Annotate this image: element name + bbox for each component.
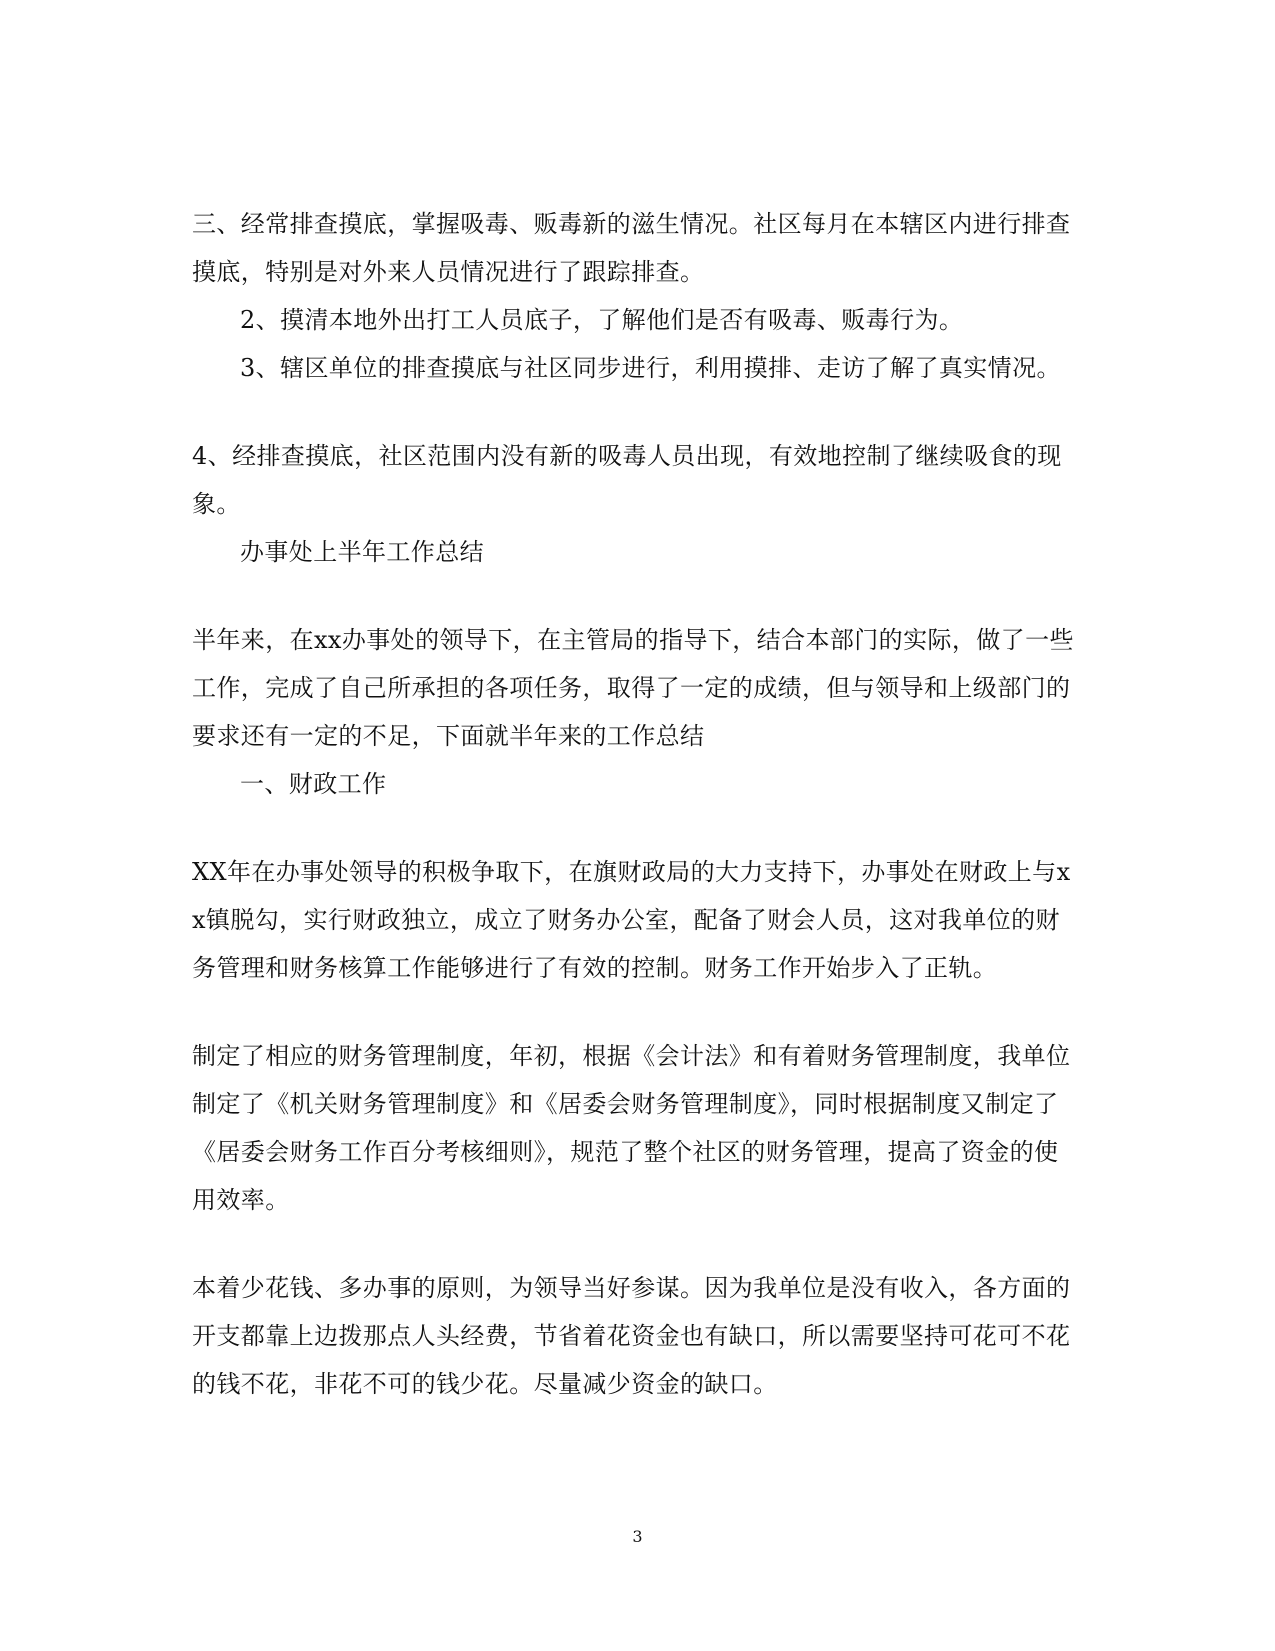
paragraph-finance-rules: 制定了相应的财务管理制度，年初，根据《会计法》和有着财务管理制度，我单位制定了《机关财务管理制度》和《居委会财务管理制度》，同时根据制度又制定了《居委会财务工作百分考核细则》，规范了整个社区的财务管理，提高了资金的使用效率。 [192, 1042, 1071, 1214]
paragraph-intro: 半年来，在xx办事处的领导下，在主管局的指导下，结合本部门的实际，做了一些工作，完成了自己所承担的各项任务，取得了一定的成绩，但与领导和上级部门的要求还有一定的不足，下面就半年来的工作总结 [192, 626, 1074, 750]
paragraph-item-3: 3、辖区单位的排查摸底与社区同步进行，利用摸排、走访了解了真实情况。 [240, 354, 1061, 382]
document-title: 办事处上半年工作总结 [240, 538, 484, 566]
section-heading-finance: 一、财政工作 [240, 770, 387, 798]
paragraph-investigation-heading: 三、经常排查摸底，掌握吸毒、贩毒新的滋生情况。社区每月在本辖区内进行排查摸底，特别是对外来人员情况进行了跟踪排查。 [192, 210, 1071, 286]
paragraph-item-4: 4、经排查摸底，社区范围内没有新的吸毒人员出现，有效地控制了继续吸食的现象。 [192, 442, 1062, 518]
page-number: 3 [632, 1527, 643, 1546]
paragraph-cost-saving: 本着少花钱、多办事的原则，为领导当好参谋。因为我单位是没有收入，各方面的开支都靠上边拨那点人头经费，节省着花资金也有缺口，所以需要坚持可花可不花的钱不花，非花不可的钱少花。尽量减少资金的缺口。 [192, 1274, 1071, 1398]
paragraph-finance-independence: XX年在办事处领导的积极争取下，在旗财政局的大力支持下，办事处在财政上与xx镇脱勾，实行财政独立，成立了财务办公室，配备了财会人员，这对我单位的财务管理和财务核算工作能够进行了有效的控制。财务工作开始步入了正轨。 [192, 858, 1071, 982]
paragraph-item-2: 2、摸清本地外出打工人员底子，了解他们是否有吸毒、贩毒行为。 [240, 306, 964, 334]
